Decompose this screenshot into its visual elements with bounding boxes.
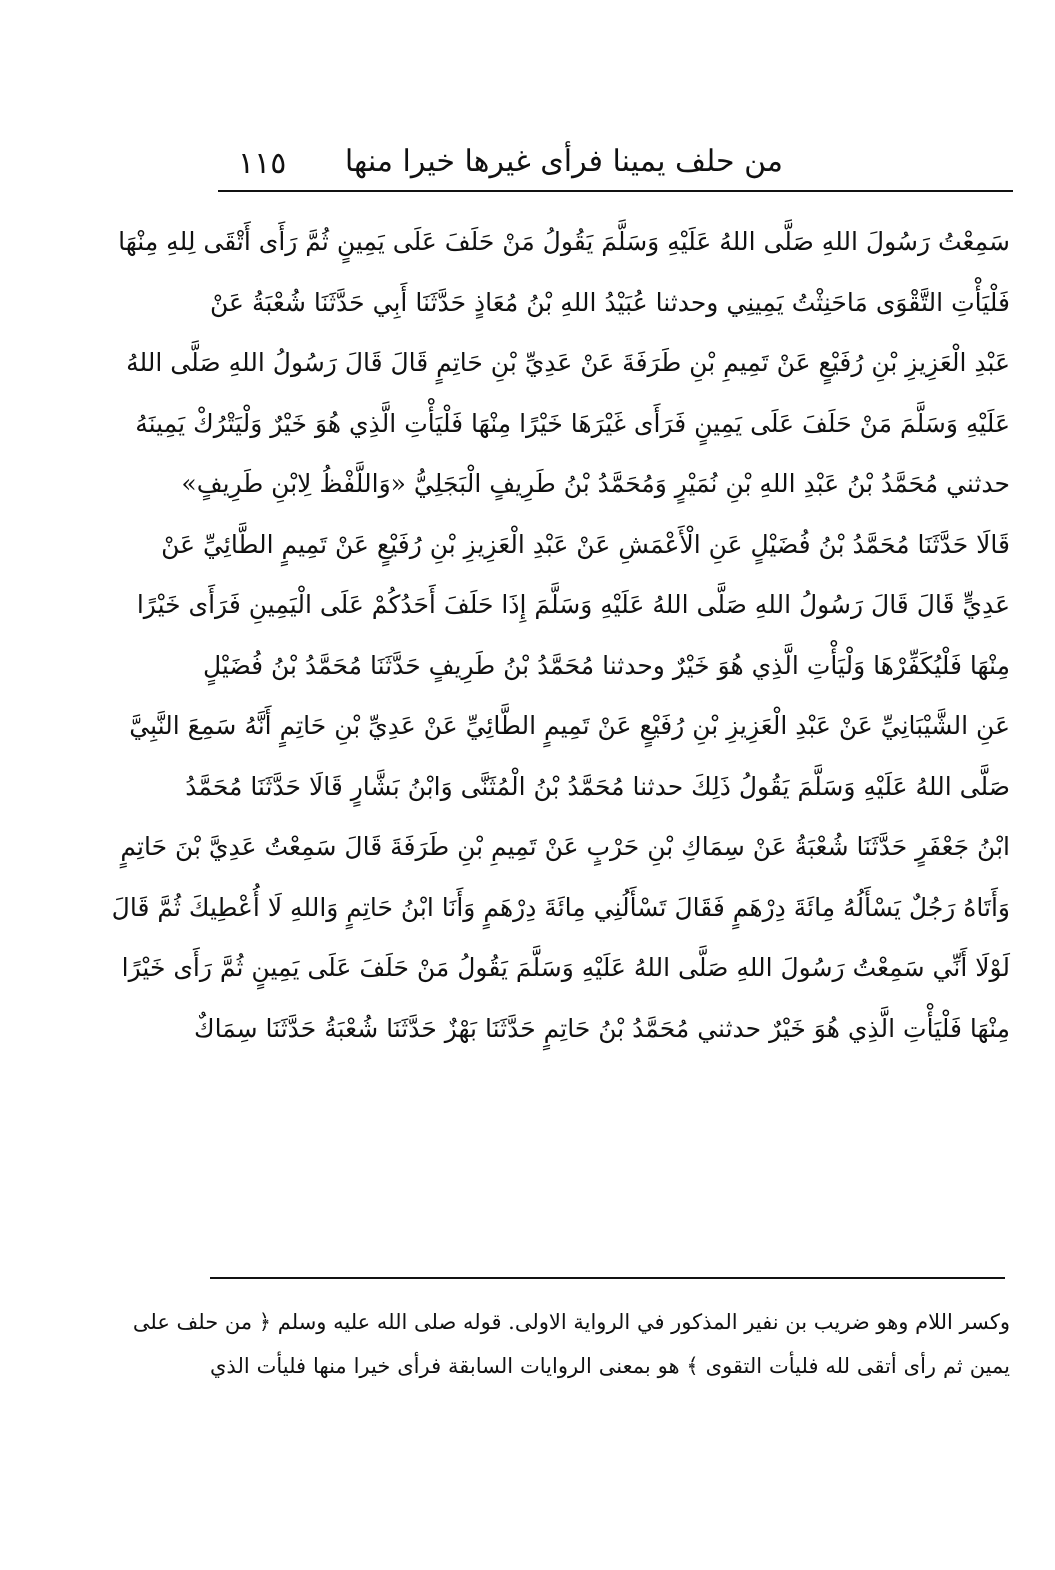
text-line: سَمِعْتُ رَسُولَ اللهِ صَلَّى اللهُ عَلَيْهِ وَسَلَّمَ يَقُولُ مَنْ حَلَفَ عَلَى يَمِينٍ ثُمَّ رَأَى أَتْقَى لِلهِ مِنْهَا <box>118 227 1010 256</box>
text-line: عَدِيٍّ قَالَ قَالَ رَسُولُ اللهِ صَلَّى اللهُ عَلَيْهِ وَسَلَّمَ إِذَا حَلَفَ أَحَدُكُمْ عَلَى الْيَمِينِ فَرَأَى خَيْرًا <box>136 590 1010 619</box>
text-line: حدثني مُحَمَّدُ بْنُ عَبْدِ اللهِ بْنِ نُمَيْرٍ وَمُحَمَّدُ بْنُ طَرِيفٍ الْبَجَلِيُّ «وَاللَّفْظُ لِابْنِ طَرِيفٍ» <box>181 469 1010 498</box>
text-line: ابْنُ جَعْفَرٍ حَدَّثَنَا شُعْبَةُ عَنْ سِمَاكِ بْنِ حَرْبٍ عَنْ تَمِيمِ بْنِ طَرَفَةَ قَالَ سَمِعْتُ عَدِيَّ بْنَ حَاتِمٍ <box>120 832 1010 861</box>
running-title: من حلف يمينا فرأى غيرها خيرا منها <box>344 144 783 179</box>
page-number: ١١٥ <box>238 146 287 181</box>
hadith-text <box>111 212 1010 1059</box>
footnote-text <box>132 1300 1010 1388</box>
text-line: عَلَيْهِ وَسَلَّمَ مَنْ حَلَفَ عَلَى يَمِينٍ فَرَأَى غَيْرَهَا خَيْرًا مِنْهَا فَلْيَأْتِ الَّذِي هُوَ خَيْرٌ وَلْيَتْرُكْ يَمِينَهُ <box>135 408 1010 438</box>
text-line: قَالَا حَدَّثَنَا مُحَمَّدُ بْنُ فُضَيْلٍ عَنِ الْأَعْمَشِ عَنْ عَبْدِ الْعَزِيزِ بْنِ رُفَيْعٍ عَنْ تَمِيمٍ الطَّائِيِّ عَنْ <box>161 529 1010 559</box>
text-line: عَبْدِ الْعَزِيزِ بْنِ رُفَيْعٍ عَنْ تَمِيمِ بْنِ طَرَفَةَ عَنْ عَدِيِّ بْنِ حَاتِمٍ قَالَ قَالَ رَسُولُ اللهِ صَلَّى اللهُ <box>126 348 1010 377</box>
text-line: وَأَتَاهُ رَجُلٌ يَسْأَلُهُ مِائَةَ دِرْهَمٍ فَقَالَ تَسْأَلُنِي مِائَةَ دِرْهَمٍ وَأَنَا ابْنُ حَاتِمٍ وَاللهِ لَا أُعْطِيكَ ثُمَّ قَالَ <box>111 892 1010 922</box>
text-line: فَلْيَأْتِ التَّقْوَى مَاحَنِثْتُ يَمِينِي وحدثنا عُبَيْدُ اللهِ بْنُ مُعَاذٍ حَدَّثَنَا أَبِي حَدَّثَنَا شُعْبَةُ عَنْ <box>210 287 1010 317</box>
footnote-line: وكسر اللام وهو ضريب بن نفير المذكور في الرواية الاولى. قوله صلى الله عليه وسلم ﴿ من حلف على <box>132 1310 1010 1334</box>
text-line: مِنْهَا فَلْيُكَفِّرْهَا وَلْيَأْتِ الَّذِي هُوَ خَيْرٌ وحدثنا مُحَمَّدُ بْنُ طَرِيفٍ حَدَّثَنَا مُحَمَّدُ بْنُ فُضَيْلٍ <box>202 650 1010 680</box>
text-line: صَلَّى اللهُ عَلَيْهِ وَسَلَّمَ يَقُولُ ذَلِكَ حدثنا مُحَمَّدُ بْنُ الْمُثَنَّى وَابْنُ بَشَّارٍ قَالَا حَدَّثَنَا مُحَمَّدُ <box>185 771 1010 801</box>
text-line: مِنْهَا فَلْيَأْتِ الَّذِي هُوَ خَيْرٌ حدثني مُحَمَّدُ بْنُ حَاتِمٍ حَدَّثَنَا بَهْزٌ حَدَّثَنَا شُعْبَةُ حَدَّثَنَا سِمَاكٌ <box>193 1013 1010 1043</box>
header-rule <box>218 190 1013 192</box>
page-header <box>218 140 1013 192</box>
text-line: عَنِ الشَّيْبَانِيِّ عَنْ عَبْدِ الْعَزِيزِ بْنِ رُفَيْعٍ عَنْ تَمِيمٍ الطَّائِيِّ عَنْ عَدِيِّ بْنِ حَاتِمٍ أَنَّهُ سَمِعَ النَّبِيَّ <box>129 711 1010 740</box>
footnote-line: يمين ثم رأى أتقى لله فليأت التقوى ﴾ هو بمعنى الروايات السابقة فرأى خيرا منها فليأت الذي <box>210 1354 1010 1378</box>
footnote-rule <box>210 1277 1005 1279</box>
text-line: لَوْلَا أَنِّي سَمِعْتُ رَسُولَ اللهِ صَلَّى اللهُ عَلَيْهِ وَسَلَّمَ يَقُولُ مَنْ حَلَفَ عَلَى يَمِينٍ ثُمَّ رَأَى خَيْرًا <box>121 953 1010 982</box>
